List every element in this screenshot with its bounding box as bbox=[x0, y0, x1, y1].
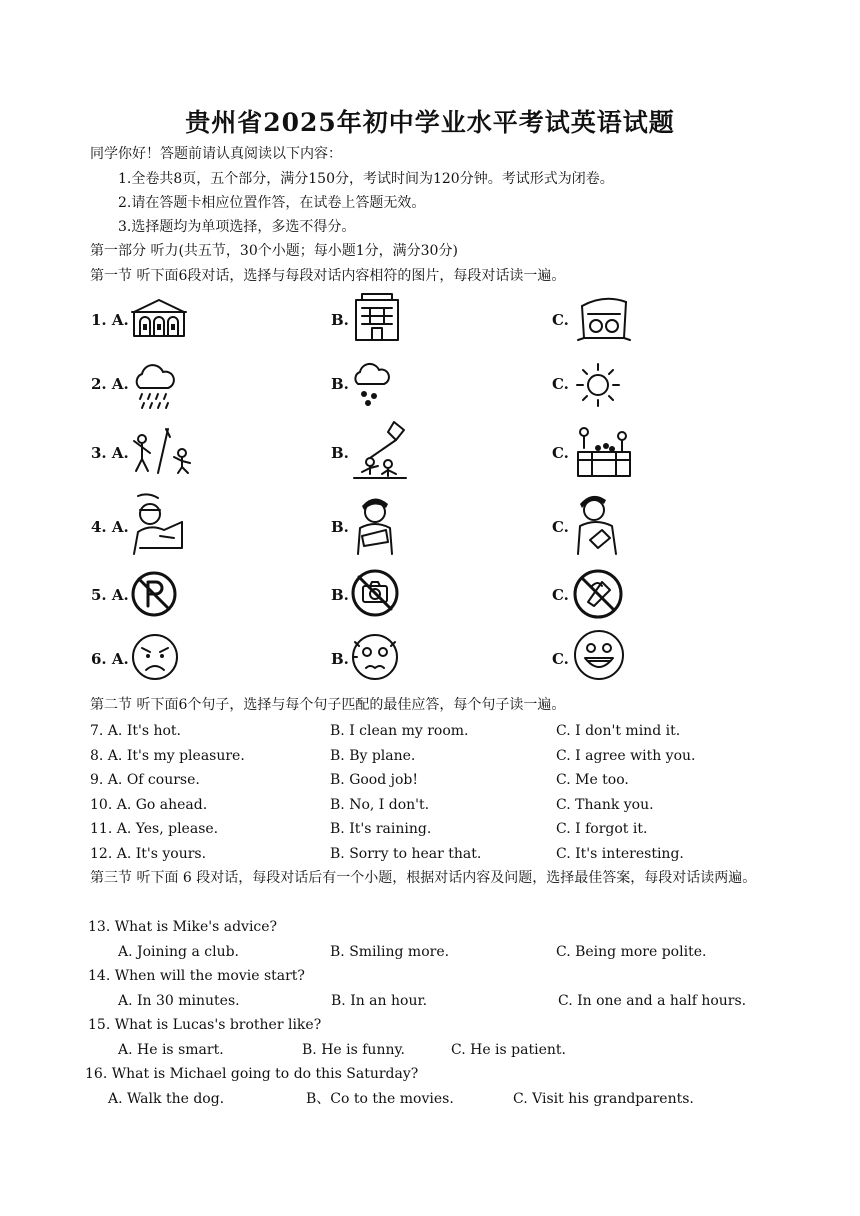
option-b: B. By plane. bbox=[330, 748, 416, 764]
rain-cloud-icon bbox=[130, 360, 178, 412]
question-stem: 13. What is Mike's advice? bbox=[88, 919, 278, 935]
section1-heading: 第一节 听下面6段对话，选择与每段对话内容相符的图片，每段对话读一遍。 bbox=[90, 268, 566, 284]
section3-heading: 第三节 听下面 6 段对话，每段对话后有一个小题，根据对话内容及问题，选择最佳答案，每段对话读两遍。 bbox=[90, 870, 757, 886]
market-stall-icon bbox=[572, 422, 636, 482]
sad-face-icon bbox=[130, 632, 180, 682]
option-label: C. bbox=[552, 311, 569, 329]
kite-flying-icon bbox=[352, 420, 408, 480]
no-parking-icon bbox=[130, 570, 178, 618]
option-a: A. He is smart. bbox=[118, 1042, 224, 1058]
option-label: B. bbox=[331, 586, 349, 604]
option-b: B、Co to the movies. bbox=[306, 1091, 454, 1107]
option-a: 10. A. Go ahead. bbox=[90, 797, 208, 813]
option-a: A. In 30 minutes. bbox=[118, 993, 240, 1009]
no-photos-icon bbox=[350, 568, 400, 618]
option-c: C. Thank you. bbox=[556, 797, 654, 813]
option-c: C. Visit his grandparents. bbox=[513, 1091, 694, 1107]
option-b: B. Good job! bbox=[330, 772, 418, 788]
cinema-icon bbox=[574, 292, 634, 342]
question-stem: 16. What is Michael going to do this Saturday? bbox=[85, 1066, 419, 1082]
option-label: 5. A. bbox=[91, 586, 129, 604]
rule-2: 2.请在答题卡相应位置作答，在试卷上答题无效。 bbox=[118, 195, 426, 211]
option-label: B. bbox=[331, 650, 349, 668]
option-label: 6. A. bbox=[91, 650, 129, 668]
option-a: 9. A. Of course. bbox=[90, 772, 200, 788]
no-food-icon bbox=[572, 568, 624, 620]
rule-3: 3.选择题均为单项选择，多选不得分。 bbox=[118, 219, 356, 235]
restaurant-icon bbox=[130, 296, 188, 338]
option-label: B. bbox=[331, 518, 349, 536]
option-b: B. Sorry to hear that. bbox=[330, 846, 482, 862]
option-a: 7. A. It's hot. bbox=[90, 723, 181, 739]
question-stem: 14. When will the movie start? bbox=[88, 968, 305, 984]
option-c: C. It's interesting. bbox=[556, 846, 684, 862]
page-title: 贵州省2025年初中学业水平考试英语试题 bbox=[185, 108, 675, 137]
option-c: C. In one and a half hours. bbox=[558, 993, 747, 1009]
rule-1: 1.全卷共8页，五个部分，满分150分，考试时间为120分钟。考试形式为闭卷。 bbox=[118, 171, 614, 187]
hurt-hand-icon bbox=[572, 490, 624, 556]
option-label: 4. A. bbox=[91, 518, 129, 536]
option-label: C. bbox=[552, 650, 569, 668]
option-b: B. It's raining. bbox=[330, 821, 432, 837]
option-label: 1. A. bbox=[91, 311, 129, 329]
option-b: B. No, I don't. bbox=[330, 797, 430, 813]
option-c: C. I forgot it. bbox=[556, 821, 648, 837]
option-label: C. bbox=[552, 444, 569, 462]
option-label: B. bbox=[331, 375, 349, 393]
option-label: C. bbox=[552, 375, 569, 393]
option-label: B. bbox=[331, 311, 349, 329]
option-b: B. I clean my room. bbox=[330, 723, 469, 739]
people-playing-icon bbox=[130, 425, 196, 477]
option-a: 8. A. It's my pleasure. bbox=[90, 748, 245, 764]
option-label: C. bbox=[552, 518, 569, 536]
part1-heading: 第一部分 听力(共五节，30个小题；每小题1分，满分30分) bbox=[90, 243, 458, 259]
option-a: A. Walk the dog. bbox=[108, 1091, 225, 1107]
option-a: A. Joining a club. bbox=[118, 944, 239, 960]
happy-face-icon bbox=[572, 628, 626, 682]
sun-icon bbox=[575, 362, 621, 408]
intro-greeting: 同学你好！答题前请认真阅读以下内容： bbox=[90, 146, 342, 162]
option-a: 11. A. Yes, please. bbox=[90, 821, 219, 837]
option-b: B. He is funny. bbox=[302, 1042, 405, 1058]
scared-face-icon bbox=[346, 630, 400, 684]
option-b: B. In an hour. bbox=[331, 993, 428, 1009]
option-label: C. bbox=[552, 586, 569, 604]
option-b: B. Smiling more. bbox=[330, 944, 450, 960]
section2-heading: 第二节 听下面6个句子，选择与每个句子匹配的最佳应答，每个句子读一遍。 bbox=[90, 697, 566, 713]
option-c: C. I agree with you. bbox=[556, 748, 696, 764]
option-c: C. I don't mind it. bbox=[556, 723, 681, 739]
option-label: B. bbox=[331, 444, 349, 462]
department-store-icon bbox=[352, 290, 402, 342]
option-c: C. Being more polite. bbox=[556, 944, 707, 960]
option-label: 2. A. bbox=[91, 375, 129, 393]
option-c: C. He is patient. bbox=[451, 1042, 566, 1058]
snow-cloud-icon bbox=[352, 360, 392, 408]
injured-head-icon bbox=[130, 492, 188, 556]
arm-sling-icon bbox=[352, 492, 400, 556]
question-stem: 15. What is Lucas's brother like? bbox=[88, 1017, 322, 1033]
option-c: C. Me too. bbox=[556, 772, 629, 788]
option-a: 12. A. It's yours. bbox=[90, 846, 207, 862]
option-label: 3. A. bbox=[91, 444, 129, 462]
